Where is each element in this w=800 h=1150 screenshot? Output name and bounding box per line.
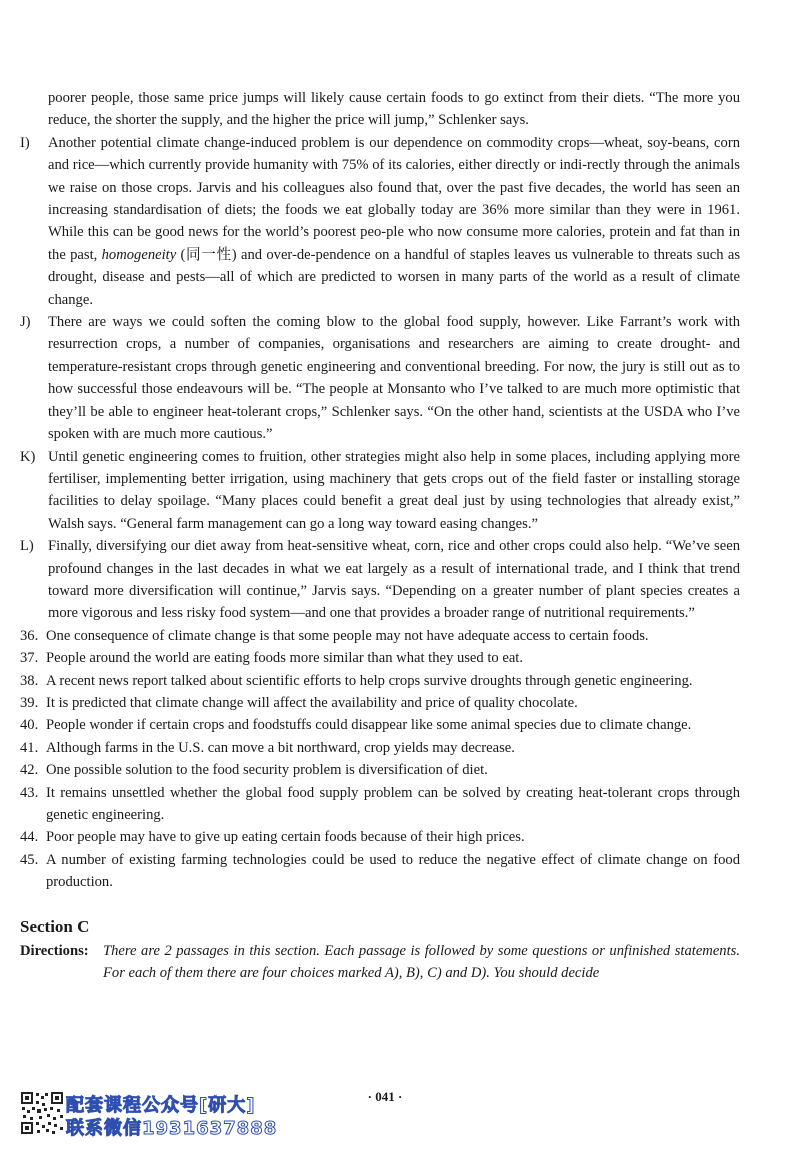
paragraph-k bbox=[20, 446, 740, 536]
question-item bbox=[20, 782, 740, 827]
footer-advert bbox=[20, 1091, 320, 1137]
paragraph-i bbox=[20, 132, 740, 311]
paragraph-marker: I) bbox=[20, 134, 30, 151]
question-item bbox=[20, 826, 740, 848]
advert-line-2: 联系微信1931637888 bbox=[66, 1118, 278, 1139]
question-item bbox=[20, 849, 740, 894]
chinese-gloss: (同一性) bbox=[176, 246, 237, 263]
page-content bbox=[20, 87, 740, 984]
paragraph-text-part: Another potential climate change-induced problem is our dependence on commodity crops—wheat, soy-beans, corn and rice—which currently provide humanity with 75% of its calories, either directly or indi-rectly through the animals we raise on those crops. Jarvis and his colleagues also found that, over the past five decades, the world has seen an increasing standardisation of diets; the foods we eat globally today are 36% more similar than they were in 1961. While this can be good news for the world’s poorest peo-ple who now consume more calories, protein and fat than in the past, bbox=[48, 134, 740, 263]
paragraph-text bbox=[48, 132, 740, 311]
intro-continuation bbox=[20, 87, 740, 132]
question-item bbox=[20, 692, 740, 714]
paragraph-text: Finally, diversifying our diet away from heat-sensitive wheat, corn, rice and other crops could also help. “We’ve seen profound changes in the last decades in what we eat largely as a result of international trade, and I think that trend toward more diversification will continue,” Jarvis says. “Depending on a greater number of plant species creates a more vigorous and less risky food system—and one that provides a broader range of nutritional requirements.” bbox=[48, 538, 740, 622]
question-number: 41. bbox=[20, 739, 39, 756]
section-heading: Section C bbox=[20, 916, 90, 936]
question-number: 38. bbox=[20, 672, 39, 689]
question-text: People wonder if certain crops and foodstuffs could disappear like some animal species due to climate change. bbox=[46, 717, 692, 734]
question-text: Poor people may have to give up eating certain foods because of their high prices. bbox=[46, 829, 525, 846]
directions-label: Directions: bbox=[20, 942, 89, 959]
question-item bbox=[20, 759, 740, 781]
question-number: 45. bbox=[20, 851, 39, 868]
question-text: It is predicted that climate change will affect the availability and price of quality chocolate. bbox=[46, 694, 578, 711]
question-number: 42. bbox=[20, 762, 39, 779]
advert-line-1: 配套课程公众号[研大] bbox=[66, 1095, 256, 1116]
question-number: 44. bbox=[20, 829, 39, 846]
question-number: 40. bbox=[20, 717, 39, 734]
question-number: 43. bbox=[20, 784, 39, 801]
italic-term: homogeneity bbox=[101, 246, 177, 263]
directions-text: There are 2 passages in this section. Each passage is followed by some questions or unfinished statements. For each of them there are four choices marked A), B), C) and D). You should decide bbox=[103, 942, 740, 982]
paragraph-text: There are ways we could soften the coming blow to the global food supply, however. Like Farrant’s work with resurrection crops, a number of companies, organisations and researchers are aiming to create drought- and temperature-resistant crops through genetic engineering and conventional breeding. For now, the jury is still out as to how successful those endeavours will be. “The people at Monsanto who I’ve talked to are much more optimistic that they’ll be able to engineer heat-tolerant crops,” Schlenker says. “On the other hand, scientists at the USDA who I’ve spoken with are much more cautious.” bbox=[48, 314, 740, 443]
page-number: · 041 · bbox=[367, 1089, 403, 1104]
question-text: A number of existing farming technologies could be used to reduce the negative effect of climate change on food production. bbox=[46, 851, 740, 891]
question-text: One consequence of climate change is that some people may not have adequate access to certain foods. bbox=[46, 627, 649, 644]
question-item bbox=[20, 625, 740, 647]
question-item bbox=[20, 670, 740, 692]
paragraph-text-part: and over-de-pendence on a handful of staples leaves us vulnerable to threats such as drought, disease and pests—all of which are predicted to worsen in many parts of the world as a result of climate change. bbox=[48, 246, 740, 308]
qr-code-icon bbox=[20, 1091, 64, 1135]
paragraph-marker: K) bbox=[20, 448, 36, 465]
question-number: 36. bbox=[20, 627, 39, 644]
question-number: 37. bbox=[20, 650, 39, 667]
question-text: A recent news report talked about scientific efforts to help crops survive droughts through genetic engineering. bbox=[46, 672, 693, 689]
question-text: One possible solution to the food security problem is diversification of diet. bbox=[46, 762, 488, 779]
directions bbox=[20, 940, 740, 985]
paragraph-j bbox=[20, 311, 740, 445]
question-text: It remains unsettled whether the global food supply problem can be solved by creating heat-tolerant crops through genetic engineering. bbox=[46, 784, 740, 823]
paragraph-marker: L) bbox=[20, 538, 34, 555]
intro-text: poorer people, those same price jumps will likely cause certain foods to go extinct from their diets. “The more you reduce, the shorter the supply, and the higher the price will jump,” Schlenker says. bbox=[48, 90, 740, 129]
paragraph-marker: J) bbox=[20, 314, 31, 331]
question-text: Although farms in the U.S. can move a bit northward, crop yields may decrease. bbox=[46, 739, 515, 756]
paragraph-text: Until genetic engineering comes to fruition, other strategies might also help in some places, including applying more fertiliser, implementing better irrigation, using machinery that gets crops out of the field faster or installing storage facilities to delay spoilage. “Many places could benefit a great deal just by using technologies that already exist,” Walsh says. “General farm management can go a long way toward easing changes.” bbox=[48, 448, 740, 532]
question-item bbox=[20, 714, 740, 736]
question-item bbox=[20, 737, 740, 759]
paragraph-l bbox=[20, 535, 740, 625]
question-item bbox=[20, 647, 740, 669]
question-list bbox=[20, 625, 740, 894]
question-number: 39. bbox=[20, 694, 39, 711]
question-text: People around the world are eating foods more similar than what they used to eat. bbox=[46, 650, 523, 667]
